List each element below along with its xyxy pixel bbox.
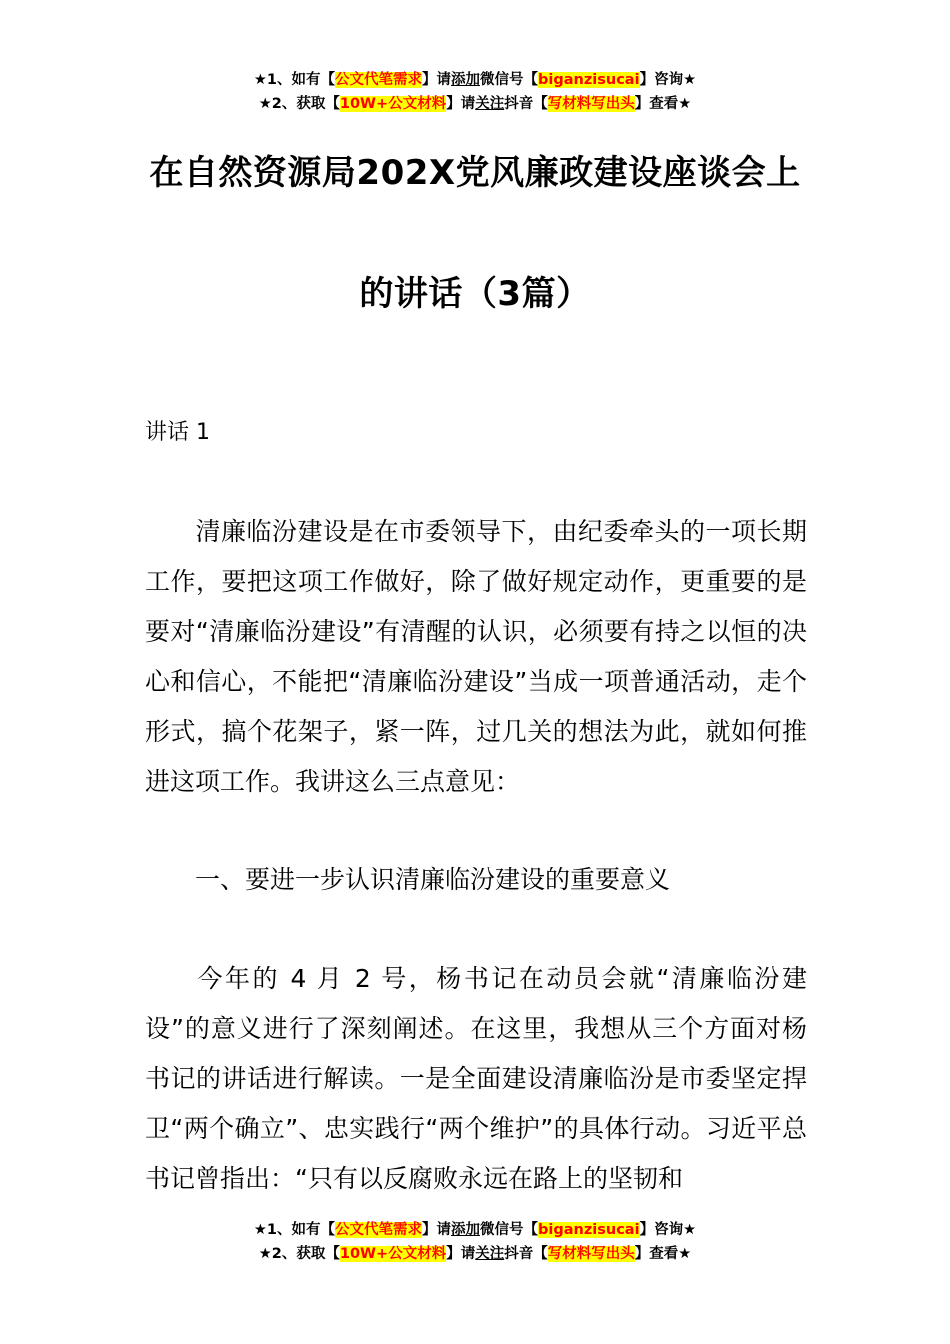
promo-line-1-emphasis: 添加 [451,72,481,88]
promo-footer-line-1-prefix: ★1、如有【 [253,1222,336,1238]
paragraph-1 [145,507,807,807]
promo-line-1-highlight-wechat: biganzisucai [538,72,640,88]
promo-footer-line-1-suffix: 】咨询★ [639,1222,697,1238]
promo-line-2-mid: 】请 [446,96,476,112]
promo-line-1-prefix: ★1、如有【 [253,72,336,88]
promo-line-1-suffix: 】咨询★ [639,72,697,88]
promo-footer-line-2-suffix: 】查看★ [634,1246,692,1262]
paragraph-2-text: 今年的 4 月 2 号，杨书记在动员会就“清廉临汾建设”的意义进行了深刻阐述。在这里，我想从三个方面对杨书记的讲话进行解读。一是全面建设清廉临汾是市委坚定捍卫“两个确立”、忠实践行“两个维护”的具体行动。习近平总书记曾指出：“只有以反腐败永远在路上的坚韧和 [145,964,807,1193]
promo-footer-line-1-highlight-wechat: biganzisucai [538,1222,640,1238]
promo-line-2-prefix: ★2、获取【 [258,96,340,112]
document-title-line-1: 在自然资源局202X党风廉政建设座谈会上 [149,153,801,193]
promo-line-2 [0,92,950,116]
promo-line-1 [0,68,950,92]
promo-footer [0,1218,950,1266]
promo-footer-line-1-mid: 】请 [422,1222,452,1238]
promo-footer-line-2-prefix: ★2、获取【 [258,1246,340,1262]
document-title-line-2: 的讲话（3篇） [359,274,591,314]
promo-footer-line-2 [0,1242,950,1266]
promo-line-1-mid2: 微信号【 [480,72,539,88]
promo-footer-line-2-mid: 】请 [446,1246,476,1262]
section-label: 讲话 1 [145,420,210,445]
paragraph-2 [145,954,807,1204]
promo-line-1-mid: 】请 [422,72,452,88]
promo-line-2-mid2: 抖音【 [504,96,548,112]
promo-line-2-suffix: 】查看★ [634,96,692,112]
section-heading-1: 一、要进一步认识清廉临汾建设的重要意义 [195,865,671,894]
promo-line-2-highlight-materials: 10W+公文材料 [339,96,447,112]
promo-footer-line-2-highlight-douyin: 写材料写出头 [547,1246,635,1262]
promo-line-2-emphasis: 关注 [475,96,505,112]
promo-line-2-highlight-douyin: 写材料写出头 [547,96,635,112]
promo-footer-line-1-mid2: 微信号【 [480,1222,539,1238]
promo-footer-line-2-mid2: 抖音【 [504,1246,548,1262]
promo-footer-line-1-emphasis: 添加 [451,1222,481,1238]
promo-line-1-highlight-service: 公文代笔需求 [335,72,423,88]
promo-header [0,68,950,116]
promo-footer-line-2-emphasis: 关注 [475,1246,505,1262]
paragraph-1-text: 清廉临汾建设是在市委领导下，由纪委牵头的一项长期工作，要把这项工作做好，除了做好规定动作，更重要的是要对“清廉临汾建设”有清醒的认识，必须要有持之以恒的决心和信心，不能把“清廉临汾建设”当成一项普通活动，走个形式，搞个花架子，紧一阵，过几关的想法为此，就如何推进这项工作。我讲这么三点意见： [145,517,807,796]
promo-footer-line-2-highlight-materials: 10W+公文材料 [339,1246,447,1262]
promo-footer-line-1-highlight-service: 公文代笔需求 [335,1222,423,1238]
promo-footer-line-1 [0,1218,950,1242]
